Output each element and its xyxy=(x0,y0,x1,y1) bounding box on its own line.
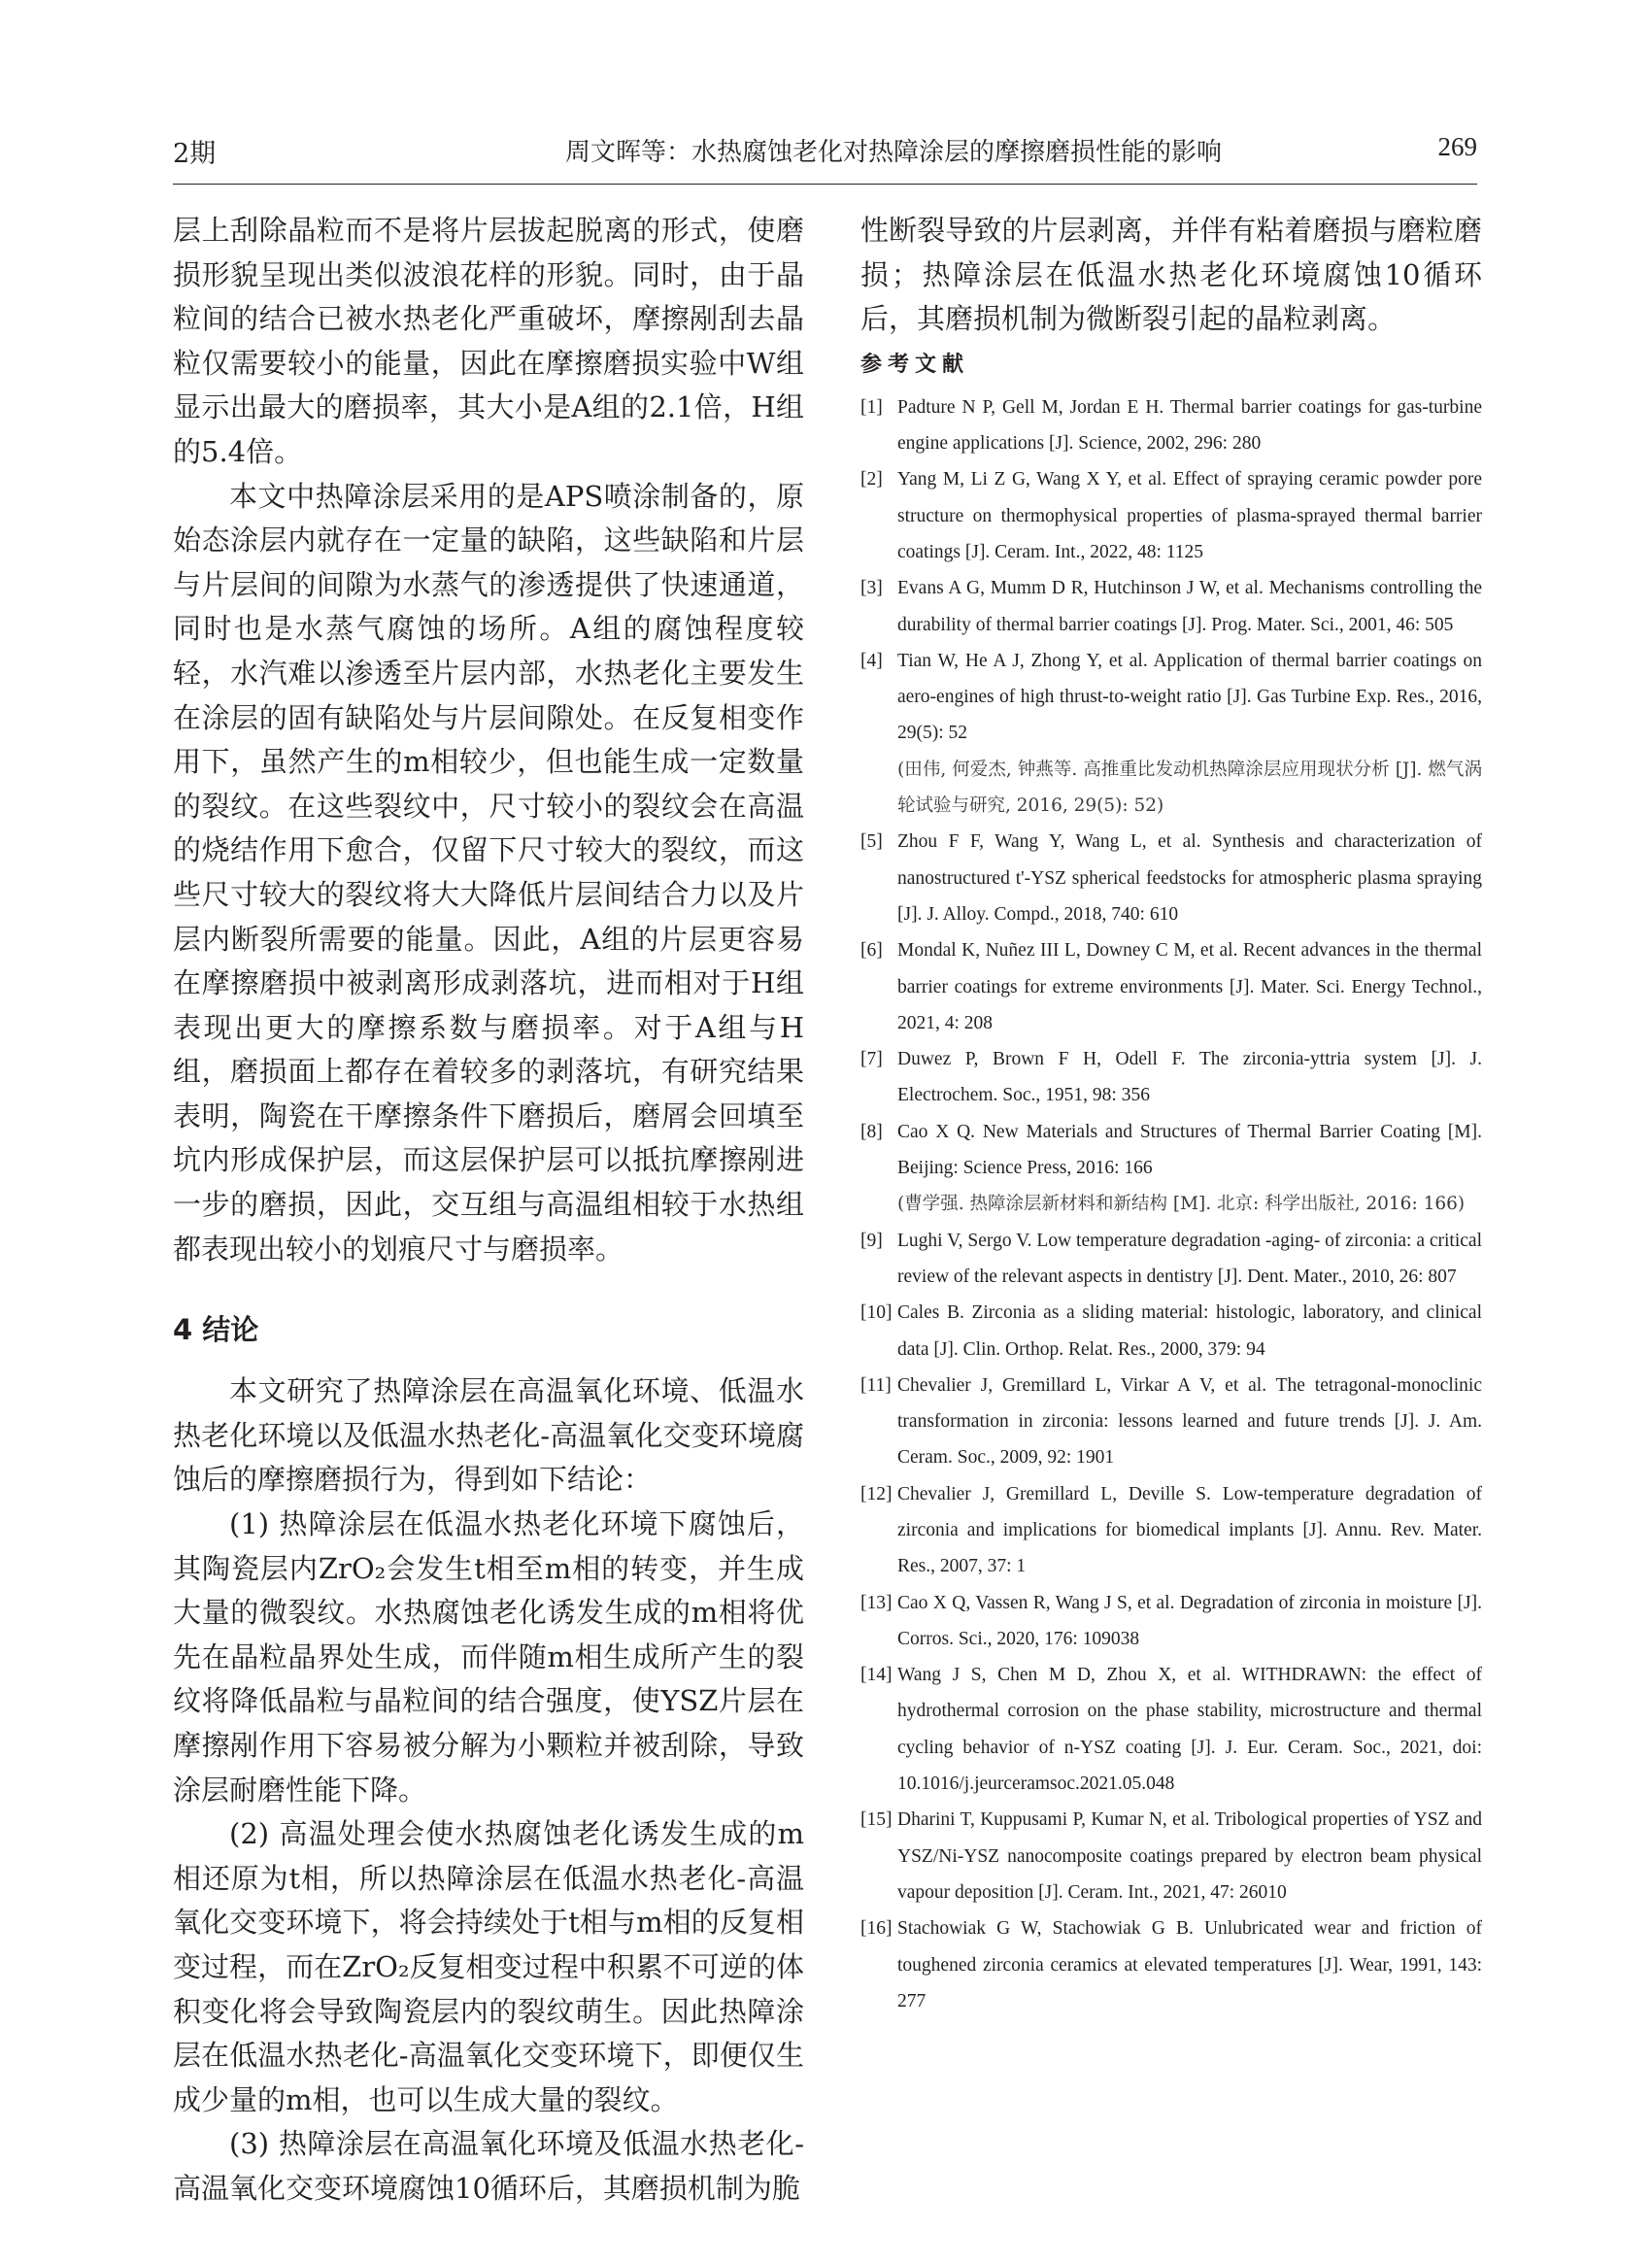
right-column xyxy=(860,209,1482,2019)
running-header xyxy=(173,132,1477,177)
body-paragraph: 本文中热障涂层采用的是APS喷涂制备的，原始态涂层内就存在一定量的缺陷，这些缺陷和片层与片层间的间隙为水蒸气的渗透提供了快速通道，同时也是水蒸气腐蚀的场所。A组的腐蚀程度较轻，水汽难以渗透至片层内部，水热老化主要发生在涂层的固有缺陷处与片层间隙处。在反复相变作用下，虽然产生的m相较少，但也能生成一定数量的裂纹。在这些裂纹中，尺寸较小的裂纹会在高温的烧结作用下愈合，仅留下尺寸较大的裂纹，而这些尺寸较大的裂纹将大大降低片层间结合力以及片层内断裂所需要的能量。因此，A组的片层更容易在摩擦磨损中被剥离形成剥落坑，进而相对于H组表现出更大的摩擦系数与磨损率。对于A组与H组，磨损面上都存在着较多的剥落坑，有研究结果表明，陶瓷在干摩擦条件下磨损后，磨屑会回填至坑内形成保护层，而这层保护层可以抵抗摩擦剐进一步的磨损，因此，交互组与高温组相较于水热组都表现出较小的划痕尺寸与磨损率。 xyxy=(173,479,804,1266)
reference-chinese-translation: (田伟, 何爱杰, 钟燕等. 高推重比发动机热障涂层应用现状分析 [J]. 燃气涡轮试验与研究, 2016, 29(5): 52) xyxy=(897,759,1482,817)
reference-text: Cao X Q. New Materials and Structures of Thermal Barrier Coating [M]. Beijing: Science Press, 2016: 166 xyxy=(897,1121,1482,1179)
reference-item xyxy=(860,570,1482,643)
reference-text: Tian W, He A J, Zhong Y, et al. Application of thermal barrier coatings on aero-engines of high thrust-to-weight ratio [J]. Gas Turbine Exp. Res., 2016, 29(5): 52 xyxy=(897,650,1482,744)
references-heading: 参考文献 xyxy=(860,352,970,377)
reference-text: Wang J S, Chen M D, Zhou X, et al. WITHDRAWN: the effect of hydrothermal corrosion on the phase stability, microstructure and thermal cycling behavior of n-YSZ coating [J]. J. Eur. Ceram. Soc., 2021, doi: 10.1016/j.jeurceramsoc.2021.05.048 xyxy=(897,1665,1482,1795)
reference-item xyxy=(860,824,1482,932)
reference-number: [2] xyxy=(860,469,883,490)
reference-item xyxy=(860,1223,1482,1296)
reference-number: [3] xyxy=(860,578,883,599)
reference-number: [12] xyxy=(860,1483,893,1504)
reference-number: [14] xyxy=(860,1665,893,1686)
reference-list xyxy=(860,389,1482,2019)
conclusion-item: (1) 热障涂层在低温水热老化环境下腐蚀后，其陶瓷层内ZrO₂会发生t相至m相的转变，并生成大量的微裂纹。水热腐蚀老化诱发生成的m相将优先在晶粒晶界处生成，而伴随m相生成所产生的裂纹将降低晶粒与晶粒间的结合强度，使YSZ片层在摩擦剐作用下容易被分解为小颗粒并被刮除，导致涂层耐磨性能下降。 xyxy=(173,1507,804,1807)
reference-text: Zhou F F, Wang Y, Wang L, et al. Synthesis and characterization of nanostructured t'-YSZ spherical feedstocks for atmospheric plasma spraying [J]. J. Alloy. Compd., 2018, 740: 610 xyxy=(897,831,1482,925)
reference-text: Duwez P, Brown F H, Odell F. The zirconia-yttria system [J]. J. Electrochem. Soc., 1951, 98: 356 xyxy=(897,1049,1482,1106)
body-paragraph: 层上刮除晶粒而不是将片层拔起脱离的形式，使磨损形貌呈现出类似波浪花样的形貌。同时，由于晶粒间的结合已被水热老化严重破坏，摩擦剐刮去晶粒仅需要较小的能量，因此在摩擦磨损实验中W组显示出最大的磨损率，其大小是A组的2.1倍，H组的5.4倍。 xyxy=(173,214,804,468)
reference-text: Cao X Q, Vassen R, Wang J S, et al. Degradation of zirconia in moisture [J]. Corros. Sci., 2020, 176: 109038 xyxy=(897,1592,1482,1649)
reference-number: [10] xyxy=(860,1302,893,1324)
reference-number: [11] xyxy=(860,1374,892,1396)
reference-text: Dharini T, Kuppusami P, Kumar N, et al. Tribological properties of YSZ and YSZ/Ni-YSZ nanocomposite coatings prepared by electron beam physical vapour deposition [J]. Ceram. Int., 2021, 47: 26010 xyxy=(897,1809,1482,1903)
reference-item xyxy=(860,1368,1482,1476)
reference-item xyxy=(860,1114,1482,1223)
body-paragraph: 性断裂导致的片层剥离，并伴有粘着磨损与磨粒磨损；热障涂层在低温水热老化环境腐蚀10循环后，其磨损机制为微断裂引起的晶粒剥离。 xyxy=(860,214,1482,336)
reference-text: Chevalier J, Gremillard L, Deville S. Low-temperature degradation of zirconia and implications for biomedical implants [J]. Annu. Rev. Mater. Res., 2007, 37: 1 xyxy=(897,1483,1482,1577)
reference-number: [5] xyxy=(860,831,883,853)
conclusion-item: (2) 高温处理会使水热腐蚀老化诱发生成的m相还原为t相，所以热障涂层在低温水热老化-高温氧化交变环境下，将会持续处于t相与m相的反复相变过程，而在ZrO₂反复相变过程中积累不可逆的体积变化将会导致陶瓷层内的裂纹萌生。因此热障涂层在低温水热老化-高温氧化交变环境下，即便仅生成少量的m相，也可以生成大量的裂纹。 xyxy=(173,1817,804,2116)
reference-number: [8] xyxy=(860,1121,883,1142)
reference-chinese-translation: (曹学强. 热障涂层新材料和新结构 [M]. 北京: 科学出版社, 2016: 166) xyxy=(897,1194,1466,1215)
reference-number: [16] xyxy=(860,1918,893,1940)
reference-number: [7] xyxy=(860,1049,883,1070)
conclusion-item: (3) 热障涂层在高温氧化环境及低温水热老化-高温氧化交变环境腐蚀10循环后，其磨损机制为脆 xyxy=(173,2127,804,2205)
running-title: 周文晖等：水热腐蚀老化对热障涂层的摩擦磨损性能的影响 xyxy=(565,138,1223,167)
reference-item xyxy=(860,1041,1482,1114)
reference-number: [4] xyxy=(860,650,883,671)
reference-item xyxy=(860,1910,1482,2019)
left-column xyxy=(173,209,804,2212)
reference-item xyxy=(860,461,1482,570)
reference-item xyxy=(860,1802,1482,1910)
reference-text: Mondal K, Nuñez III L, Downey C M, et al. Recent advances in the thermal barrier coatings for extreme environments [J]. Mater. Sci. Energy Technol., 2021, 4: 208 xyxy=(897,940,1482,1033)
reference-item xyxy=(860,1657,1482,1802)
reference-number: [6] xyxy=(860,940,883,962)
page-number: 269 xyxy=(1437,132,1477,161)
section-heading: 4 结论 xyxy=(173,1313,259,1347)
body-paragraph: 本文研究了热障涂层在高温氧化环境、低温水热老化环境以及低温水热老化-高温氧化交变环境腐蚀后的摩擦磨损行为，得到如下结论： xyxy=(173,1374,804,1497)
reference-number: [9] xyxy=(860,1230,883,1251)
reference-item xyxy=(860,932,1482,1041)
reference-text: Lughi V, Sergo V. Low temperature degradation -aging- of zirconia: a critical review of the relevant aspects in dentistry [J]. Dent. Mater., 2010, 26: 807 xyxy=(897,1230,1482,1287)
header-rule xyxy=(173,184,1477,185)
reference-number: [15] xyxy=(860,1809,893,1831)
reference-text: Yang M, Li Z G, Wang X Y, et al. Effect of spraying ceramic powder pore structure on thermophysical properties of plasma-sprayed thermal barrier coatings [J]. Ceram. Int., 2022, 48: 1125 xyxy=(897,469,1482,562)
reference-text: Cales B. Zirconia as a sliding material: histologic, laboratory, and clinical data [J]. Clin. Orthop. Relat. Res., 2000, 379: 94 xyxy=(897,1302,1482,1360)
issue-number: 2期 xyxy=(173,139,217,169)
reference-item xyxy=(860,1295,1482,1368)
reference-text: Stachowiak G W, Stachowiak G B. Unlubricated wear and friction of toughened zirconia ceramics at elevated temperatures [J]. Wear, 1991, 143: 277 xyxy=(897,1918,1482,2011)
reference-item xyxy=(860,1476,1482,1585)
reference-text: Padture N P, Gell M, Jordan E H. Thermal barrier coatings for gas-turbine engine applications [J]. Science, 2002, 296: 280 xyxy=(897,396,1482,455)
reference-number: [1] xyxy=(860,396,883,418)
reference-text: Evans A G, Mumm D R, Hutchinson J W, et al. Mechanisms controlling the durability of thermal barrier coatings [J]. Prog. Mater. Sci., 2001, 46: 505 xyxy=(897,578,1482,635)
reference-item xyxy=(860,643,1482,824)
reference-item xyxy=(860,1585,1482,1658)
reference-text: Chevalier J, Gremillard L, Virkar A V, et al. The tetragonal-monoclinic transformation in zirconia: lessons learned and future trends [J]. J. Am. Ceram. Soc., 2009, 92: 1901 xyxy=(897,1374,1482,1469)
reference-number: [13] xyxy=(860,1592,893,1613)
reference-item xyxy=(860,389,1482,462)
